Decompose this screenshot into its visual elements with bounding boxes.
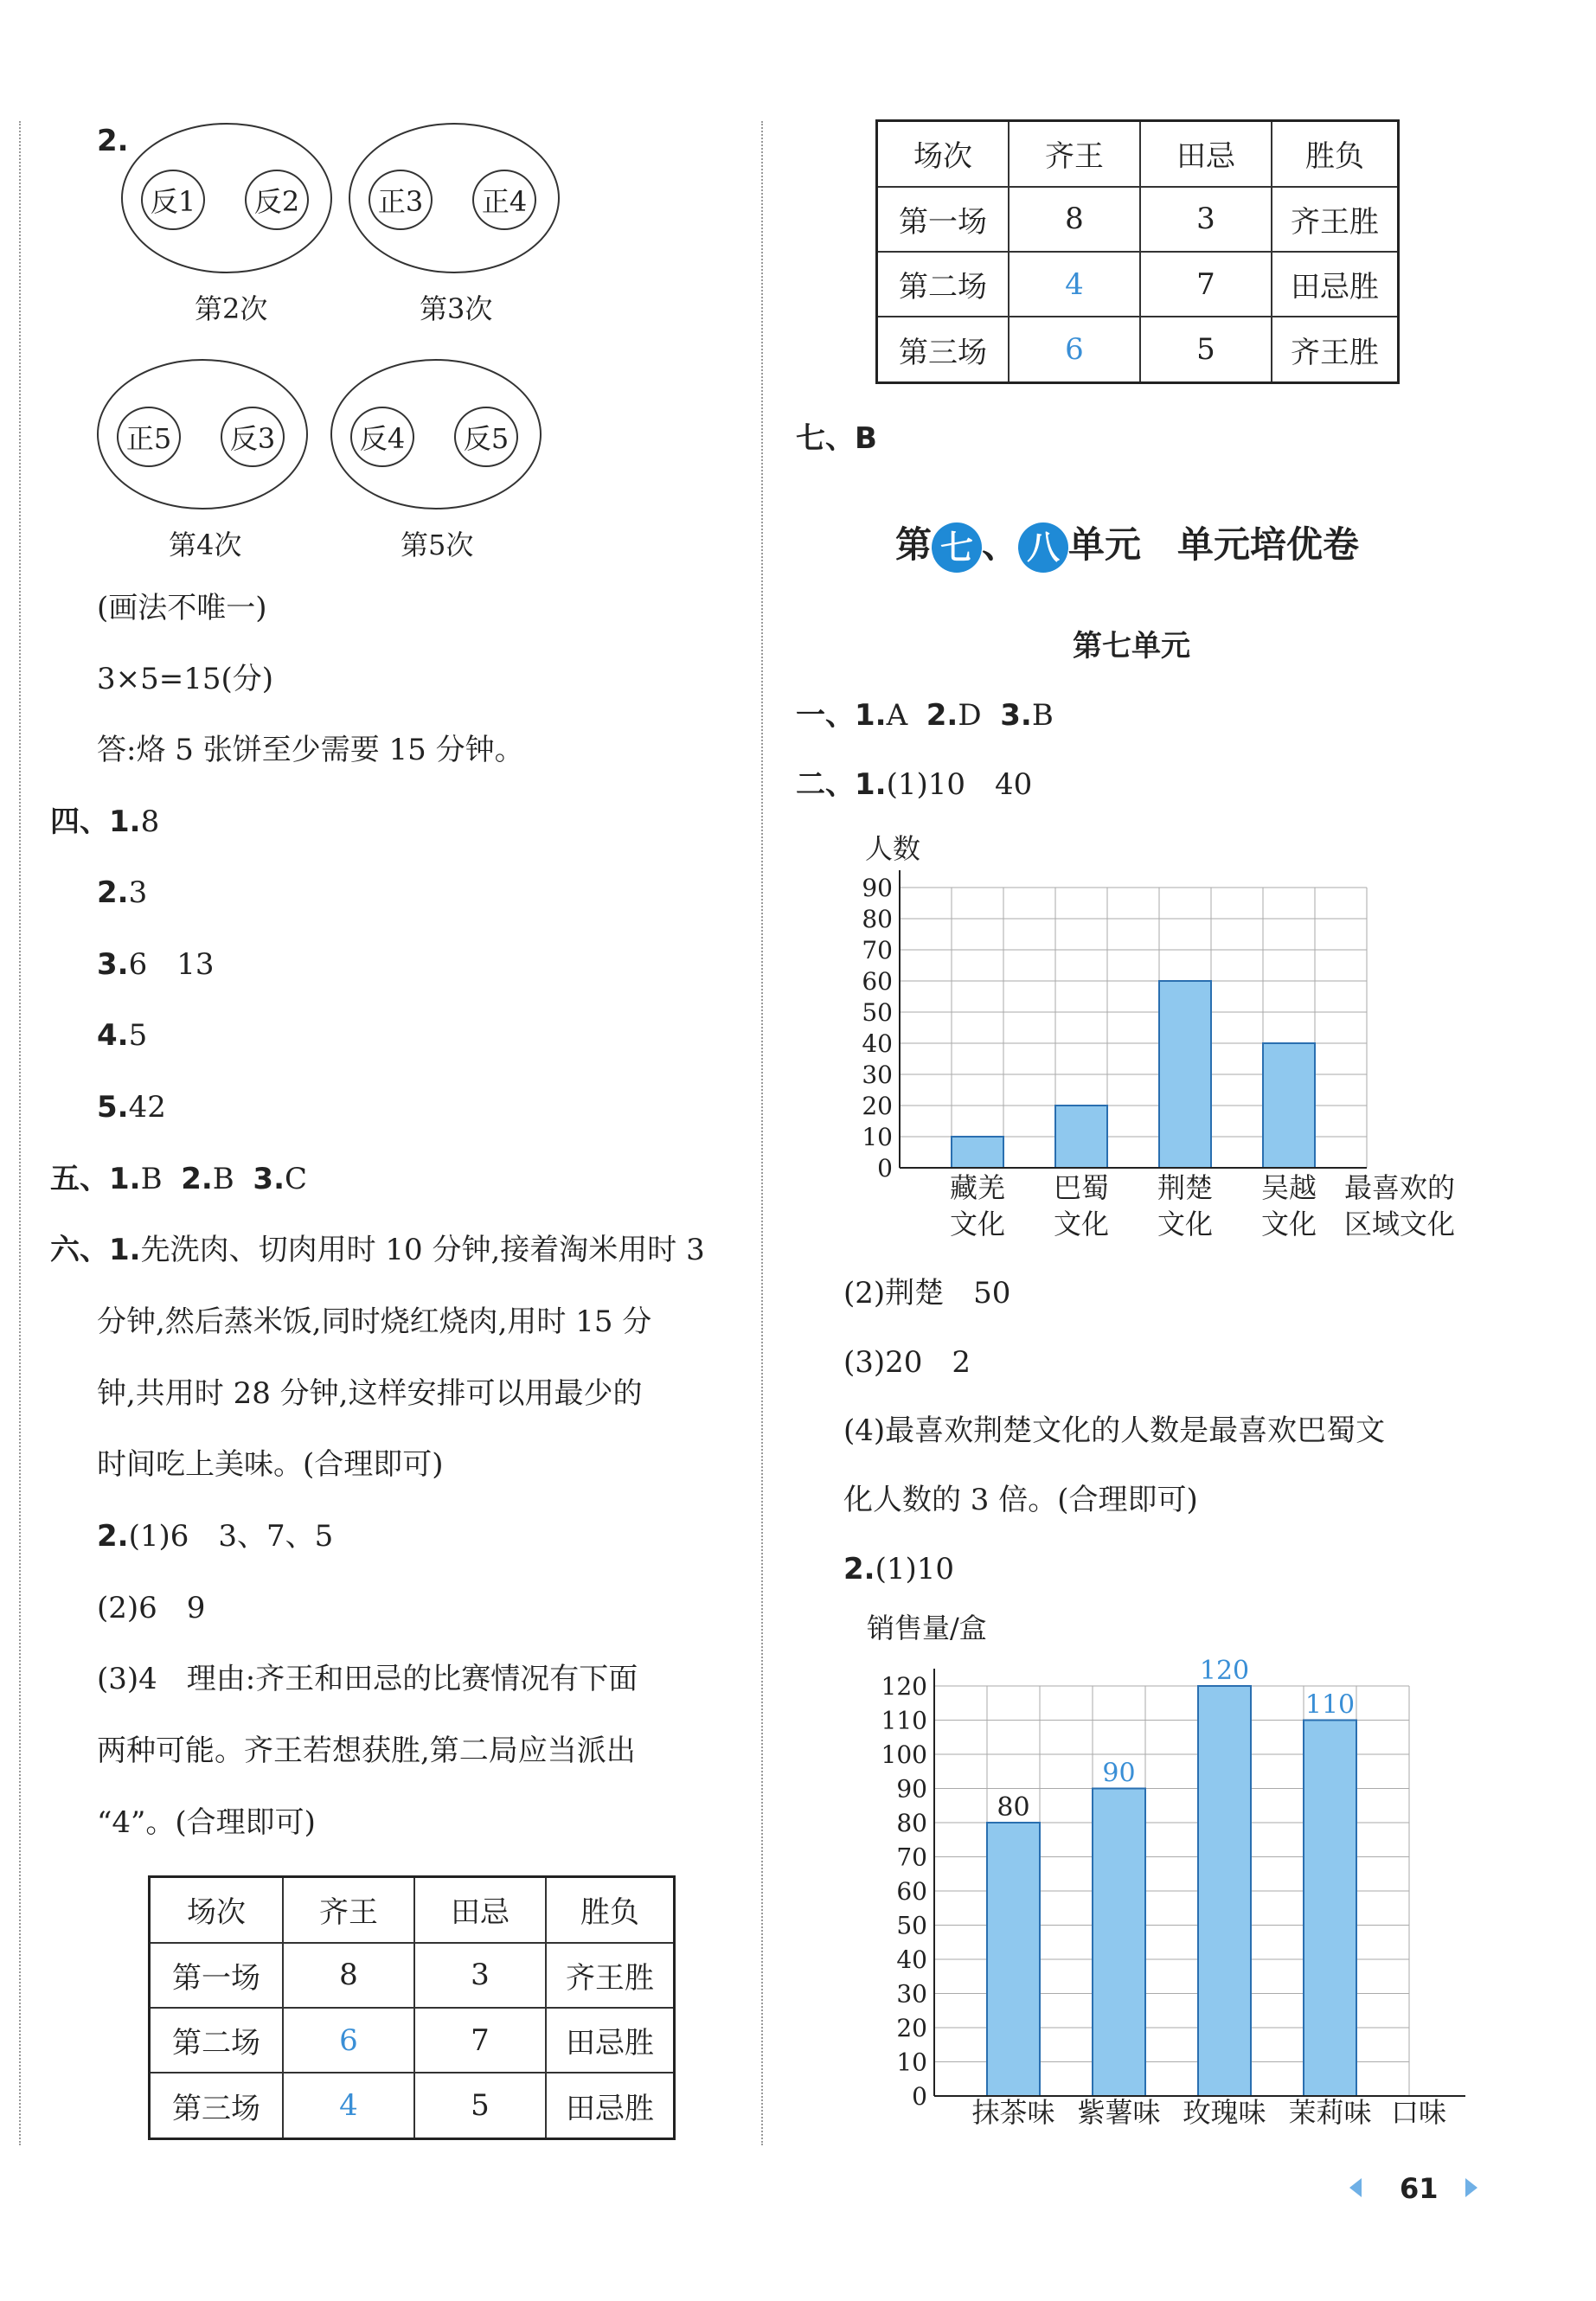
y-tick-label: 100 [881,1740,927,1769]
q2-label: 2. [97,124,129,158]
y-tick-label: 80 [862,905,893,933]
y-tick-label: 60 [896,1877,927,1906]
left-margin-line [19,121,21,2145]
table-row: 第三场 4 5 田忌胜 [150,2073,675,2138]
table-header: 齐王 [1009,121,1140,187]
table-header: 胜负 [546,1877,675,1943]
bar [952,1137,1003,1168]
y-tick-label: 110 [881,1706,927,1735]
x-tick-label: 藏羌 [949,1171,1006,1204]
unit-title: 第 七 、 八 单元 单元培优卷 [895,516,1359,573]
y-axis-label: 人数 [865,832,921,865]
sec4-item-4: 4.5 [97,1018,148,1053]
sec6-q1-line4: 时间吃上美味。(合理即可) [97,1447,444,1482]
sec2-q1-4-line1: (4)最喜欢荆楚文化的人数是最喜欢巴蜀文 [843,1413,1386,1448]
unit-subtitle: 第七单元 [1073,629,1190,663]
table-row: 第二场 4 7 田忌胜 [877,252,1399,317]
sec1-answers: 一、1.A 2.D 3.B [796,698,1054,733]
triangle-right-icon[interactable] [1465,2178,1477,2197]
triangle-left-icon[interactable] [1349,2178,1362,2197]
y-tick-label: 80 [896,1809,927,1837]
bar [1159,981,1211,1168]
table-row: 第一场 8 3 齐王胜 [150,1943,675,2008]
sec6-q2-3-line3: “4”。(合理即可) [97,1805,316,1840]
y-tick-label: 30 [862,1061,893,1089]
calc: 3×5=15(分) [97,662,274,696]
coin: 正3 [369,170,433,230]
right-match-table [875,119,1400,384]
sec2-q1-4-line2: 化人数的 3 倍。(合理即可) [843,1483,1198,1517]
x-tick-label: 文化 [1157,1208,1214,1240]
sec7-answer: 七、B [796,421,877,456]
x-tick-label: 抹茶味 [971,2096,1055,2129]
table-header: 场次 [150,1877,284,1943]
note: (画法不唯一) [97,591,267,625]
sec6-q1-line1: 六、1.先洗肉、切肉用时 10 分钟,接着淘米用时 3 [50,1233,705,1267]
y-tick-label: 70 [862,936,893,965]
coin: 反3 [221,407,285,467]
coin: 反4 [350,407,414,467]
sec6-q2-1: 2.(1)6 3、7、5 [97,1519,334,1554]
sec2-q1-2: (2)荆楚 50 [843,1276,1011,1311]
bar [1304,1721,1356,2097]
data-label: 80 [997,1792,1030,1823]
y-tick-label: 40 [896,1945,927,1974]
coin: 正4 [472,170,536,230]
y-tick-label: 120 [881,1672,927,1701]
sec6-q1-line3: 钟,共用时 28 分钟,这样安排可以用最少的 [97,1376,643,1411]
unit-badge-7: 七 [932,522,982,573]
y-tick-label: 90 [862,874,893,902]
table-header: 场次 [877,121,1010,187]
x-tick-label: 荆楚 [1157,1171,1214,1204]
y-tick-label: 50 [896,1911,927,1940]
coin: 正5 [117,407,181,467]
coin: 反5 [454,407,518,467]
answer: 答:烙 5 张饼至少需要 15 分钟。 [97,733,524,767]
unit-badge-8: 八 [1018,522,1068,573]
sec2-q1-1: 二、1.(1)10 40 [796,767,1033,802]
table-row: 第三场 6 5 齐王胜 [877,317,1399,382]
sec2-q2-1: 2.(1)10 [843,1552,955,1586]
sec6-q2-2: (2)6 9 [97,1591,206,1625]
y-tick-label: 30 [896,1979,927,2009]
oval-caption: 第5次 [401,529,474,561]
sec2-q1-3: (3)20 2 [843,1345,971,1380]
y-tick-label: 60 [862,967,893,996]
page-number: 61 [1400,2172,1439,2205]
bar [1263,1043,1315,1168]
sec4-item-2: 2.3 [97,875,148,910]
sec6-q1-line2: 分钟,然后蒸米饭,同时烧红烧肉,用时 15 分 [97,1304,652,1339]
x-tick-label: 区域文化 [1343,1208,1456,1240]
sales-bar-chart [856,1605,1479,2158]
table-header: 田忌 [414,1877,546,1943]
bar [1093,1789,1145,2097]
y-tick-label: 20 [896,2014,927,2042]
x-tick-label: 玫瑰味 [1183,2096,1266,2129]
data-label: 110 [1304,1689,1356,1721]
table-header: 胜负 [1272,121,1399,187]
column-divider [761,121,763,2145]
left-match-table [148,1875,676,2140]
x-tick-label: 文化 [1260,1208,1317,1240]
x-tick-label: 口味 [1390,2096,1447,2129]
y-tick-label: 10 [862,1123,893,1151]
table-header: 田忌 [1140,121,1272,187]
data-label: 120 [1199,1656,1250,1686]
x-tick-label: 文化 [949,1208,1006,1240]
bar [987,1823,1040,2096]
coin: 反1 [141,170,205,230]
culture-bar-chart [830,822,1488,1254]
oval-caption: 第2次 [195,292,268,325]
sec4-item-1: 四、1.8 [50,804,160,839]
y-tick-label: 20 [862,1092,893,1120]
y-tick-label: 40 [862,1029,893,1058]
coin: 反2 [245,170,309,230]
data-label: 90 [1102,1758,1136,1789]
bar [1198,1686,1251,2096]
y-tick-label: 0 [912,2082,927,2111]
y-tick-label: 0 [877,1154,893,1183]
sec4-item-5: 5.42 [97,1090,166,1125]
sec5-answers: 五、1.B 2.B 3.C [50,1162,307,1196]
x-tick-label: 最喜欢的 [1343,1171,1456,1204]
sec6-q2-3-line2: 两种可能。齐王若想获胜,第二局应当派出 [97,1734,636,1768]
x-tick-label: 吴越 [1260,1171,1317,1204]
x-tick-label: 文化 [1053,1208,1110,1240]
x-tick-label: 茉莉味 [1288,2096,1372,2129]
x-tick-label: 紫薯味 [1077,2096,1161,2129]
y-tick-label: 70 [896,1843,927,1872]
table-row: 第一场 8 3 齐王胜 [877,187,1399,252]
oval-caption: 第4次 [169,529,242,561]
sec4-item-3: 3.6 13 [97,947,215,982]
y-tick-label: 90 [896,1774,927,1804]
y-tick-label: 10 [896,2048,927,2077]
table-header: 齐王 [283,1877,414,1943]
oval-caption: 第3次 [420,292,493,325]
x-tick-label: 巴蜀 [1053,1171,1110,1204]
y-axis-label: 销售量/盒 [867,1612,987,1644]
bar [1055,1106,1107,1168]
sec6-q2-3-line1: (3)4 理由:齐王和田忌的比赛情况有下面 [97,1662,638,1696]
table-row: 第二场 6 7 田忌胜 [150,2008,675,2073]
y-tick-label: 50 [862,998,893,1027]
